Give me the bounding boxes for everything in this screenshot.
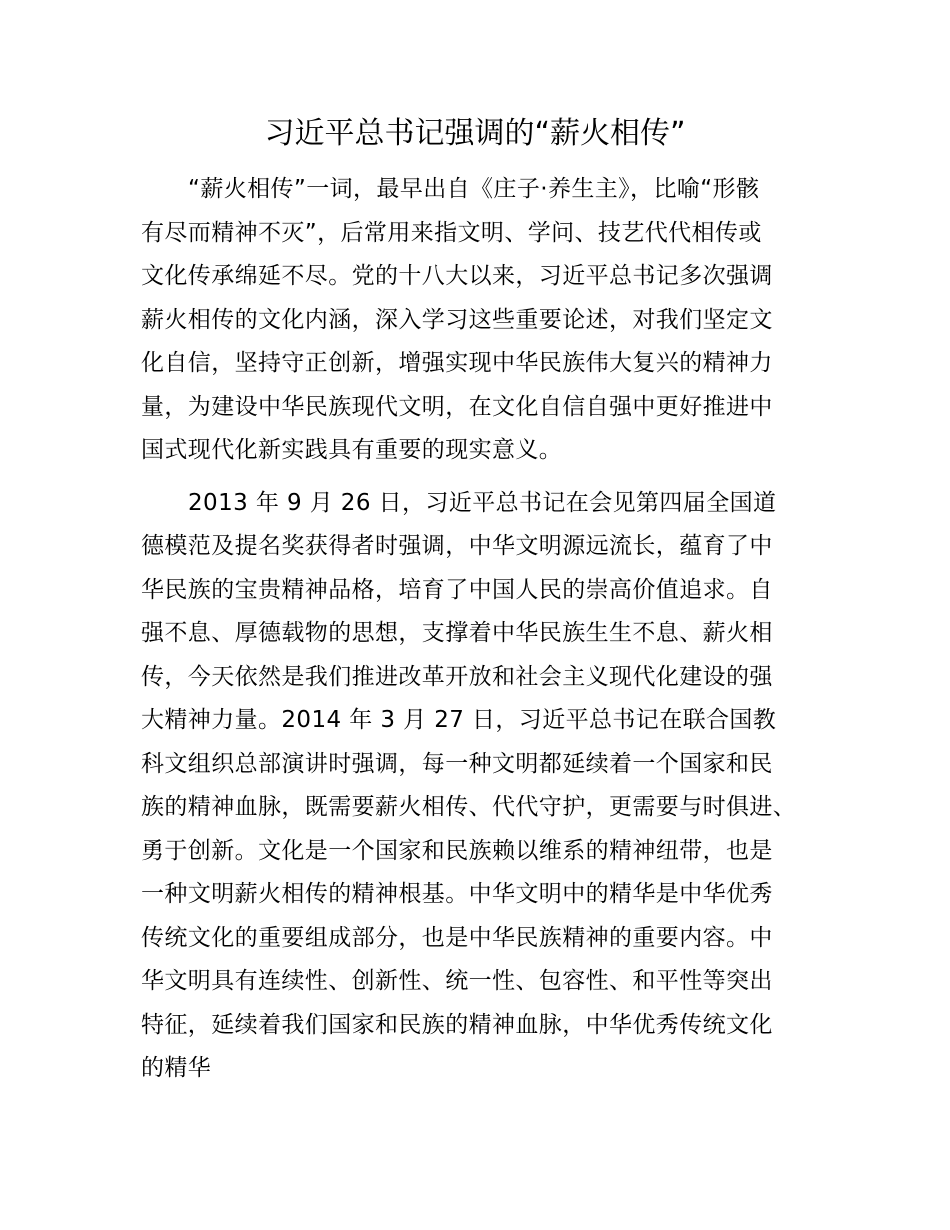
paragraph-2-line-11: 传统文化的重要组成部分，也是中华民族精神的重要内容。中 <box>141 925 773 951</box>
paragraph-2-line-4: 强不息、厚德载物的思想，支撑着中华民族生生不息、薪火相 <box>141 620 773 646</box>
paragraph-2-line-10: 一种文明薪火相传的精神根基。中华文明中的精华是中华优秀 <box>141 881 773 907</box>
document-title: 习近平总书记强调的“薪火相传” <box>264 116 686 151</box>
paragraph-1-line-5: 化自信，坚持守正创新，增强实现中华民族伟大复兴的精神力 <box>141 350 773 376</box>
paragraph-2-line-8: 族的精神血脉，既需要薪火相传、代代守护，更需要与时俱进、 <box>141 794 797 820</box>
paragraph-2-line-13: 特征，延续着我们国家和民族的精神血脉，中华优秀传统文化 <box>141 1012 773 1038</box>
paragraph-2-line-14: 的精华 <box>141 1055 212 1081</box>
paragraph-1-line-2: 有尽而精神不灭”，后常用来指文明、学问、技艺代代相传或 <box>141 220 762 246</box>
paragraph-1-line-6: 量，为建设中华民族现代文明，在文化自信自强中更好推进中 <box>141 394 773 420</box>
paragraph-1-line-1: “薪火相传”一词，最早出自《庄子·养生主》，比喻“形骸 <box>188 176 760 202</box>
paragraph-2-line-5: 传，今天依然是我们推进改革开放和社会主义现代化建设的强 <box>141 664 773 690</box>
paragraph-2-line-1: 2013 年 9 月 26 日，习近平总书记在会见第四届全国道 <box>188 490 777 516</box>
paragraph-2-line-6: 大精神力量。2014 年 3 月 27 日，习近平总书记在联合国教 <box>141 707 777 733</box>
paragraph-2-line-3: 华民族的宝贵精神品格，培育了中国人民的崇高价值追求。自 <box>141 577 773 603</box>
paragraph-1-line-7: 国式现代化新实践具有重要的现实意义。 <box>141 437 563 463</box>
paragraph-2-line-2: 德模范及提名奖获得者时强调，中华文明源远流长，蕴育了中 <box>141 533 773 559</box>
paragraph-2-line-12: 华文明具有连续性、创新性、统一性、包容性、和平性等突出 <box>141 968 773 994</box>
paragraph-2-line-7: 科文组织总部演讲时强调，每一种文明都延续着一个国家和民 <box>141 751 773 777</box>
paragraph-1-line-3: 文化传承绵延不尽。党的十八大以来，习近平总书记多次强调 <box>141 263 773 289</box>
paragraph-2-line-9: 勇于创新。文化是一个国家和民族赖以维系的精神纽带，也是 <box>141 838 773 864</box>
paragraph-1-line-4: 薪火相传的文化内涵，深入学习这些重要论述，对我们坚定文 <box>141 307 773 333</box>
